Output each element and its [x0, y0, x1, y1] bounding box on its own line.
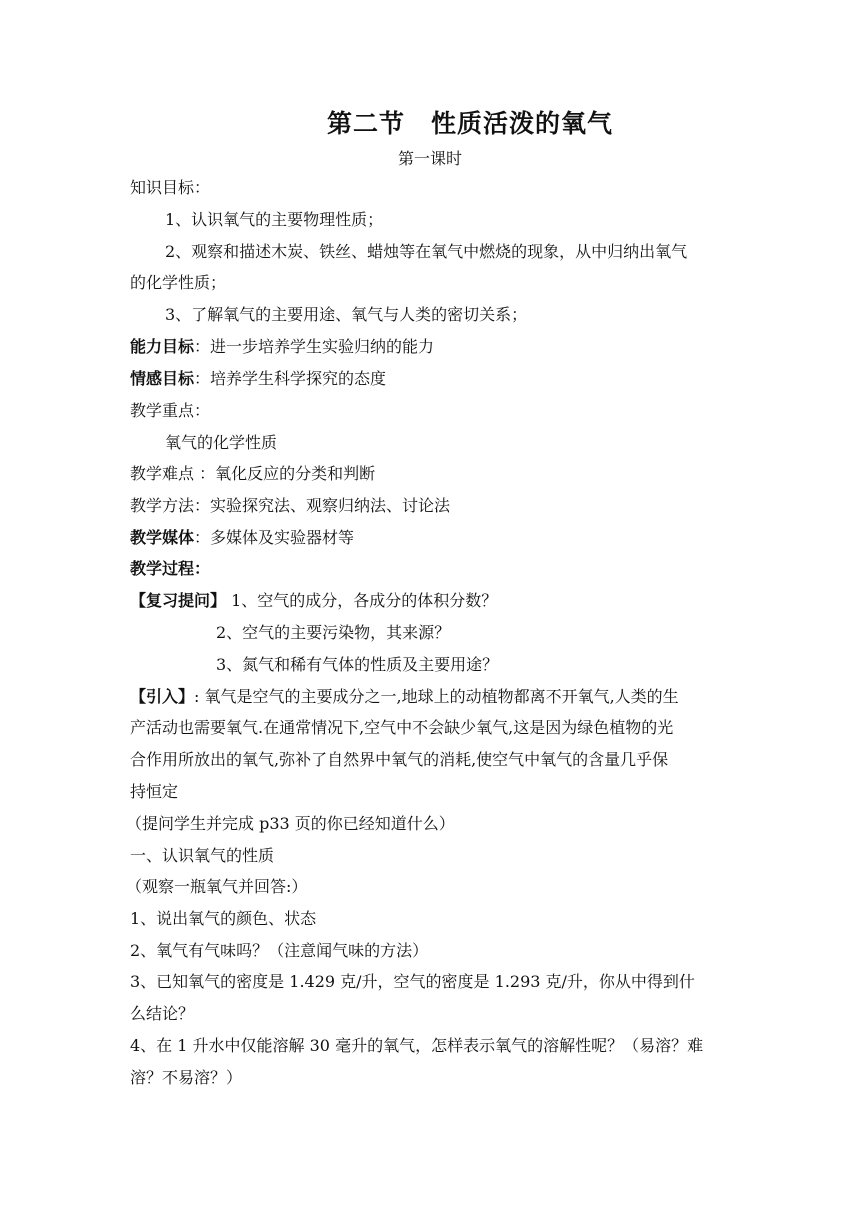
key-point-text: 氧气的化学性质	[165, 433, 278, 452]
page-subtitle: 第一课时	[397, 149, 462, 168]
method-line: 教学方法：实验探究法、观察归纳法、讨论法	[130, 496, 451, 515]
intro-text: : 氧气是空气的主要成分之一,地球上的动植物都离不开氧气,人类的生	[194, 687, 679, 706]
media-label: 教学媒体	[130, 528, 195, 547]
difficulty-line: 教学难点 ：氧化反应的分类和判断	[130, 464, 376, 483]
emotion-goal-text: ：培养学生科学探究的态度	[194, 369, 387, 388]
review-question: 1、空气的成分，各成分的体积分数？	[231, 591, 498, 610]
media-text: ：多媒体及实验器材等	[194, 528, 355, 547]
intro-text: 产活动也需要氧气.在通常情况下,空气中不会缺少氧气,这是因为绿色植物的光	[130, 718, 674, 737]
section-note: （观察一瓶氧气并回答:）	[126, 877, 308, 896]
knowledge-goal-item: 3、了解氧气的主要用途、氧气与人类的密切关系；	[165, 305, 528, 324]
media-line	[130, 527, 354, 549]
review-line	[130, 590, 497, 612]
review-question: 2、空气的主要污染物，其来源？	[216, 623, 451, 642]
intro-text: 持恒定	[130, 782, 179, 801]
page-title: 第二节 性质活泼的氧气	[326, 109, 613, 138]
intro-label: 【引入】	[130, 687, 195, 706]
emotion-goal	[130, 368, 386, 390]
process-label: 教学过程：	[130, 559, 211, 578]
section-question: 3、已知氧气的密度是 1.429 克/升，空气的密度是 1.293 克/升，你从中得到什	[130, 972, 695, 991]
section-question: 2、氧气有气味吗？（注意闻气味的方法）	[130, 941, 429, 960]
intro-line	[130, 686, 679, 708]
knowledge-goal-item: 2、观察和描述木炭、铁丝、蜡烛等在氧气中燃烧的现象，从中归纳出氧气	[165, 242, 688, 261]
ask-note: （提问学生并完成 p33 页的你已经知道什么）	[126, 814, 455, 833]
emotion-goal-label: 情感目标	[130, 369, 195, 388]
knowledge-goal-item: 的化学性质；	[130, 273, 227, 292]
section-heading: 一、认识氧气的性质	[130, 846, 275, 865]
knowledge-goals-label: 知识目标：	[130, 178, 211, 197]
ability-goal-label: 能力目标	[130, 337, 195, 356]
section-question: 溶？不易溶？）	[130, 1068, 243, 1087]
section-question: 4、在 1 升水中仅能溶解 30 毫升的氧气，怎样表示氧气的溶解性呢？（易溶？难	[130, 1036, 704, 1055]
ability-goal-text: ：进一步培养学生实验归纳的能力	[194, 337, 435, 356]
review-question: 3、氮气和稀有气体的性质及主要用途？	[216, 655, 499, 674]
ability-goal	[130, 336, 434, 358]
key-point-label: 教学重点：	[130, 401, 211, 420]
knowledge-goal-item: 1、认识氧气的主要物理性质；	[165, 210, 384, 229]
section-question: 么结论？	[130, 1004, 195, 1023]
review-label: 【复习提问】	[130, 591, 227, 610]
section-question: 1、说出氧气的颜色、状态	[130, 909, 317, 928]
intro-text: 合作用所放出的氧气,弥补了自然界中氧气的消耗,使空气中氧气的含量几乎保	[130, 750, 669, 769]
